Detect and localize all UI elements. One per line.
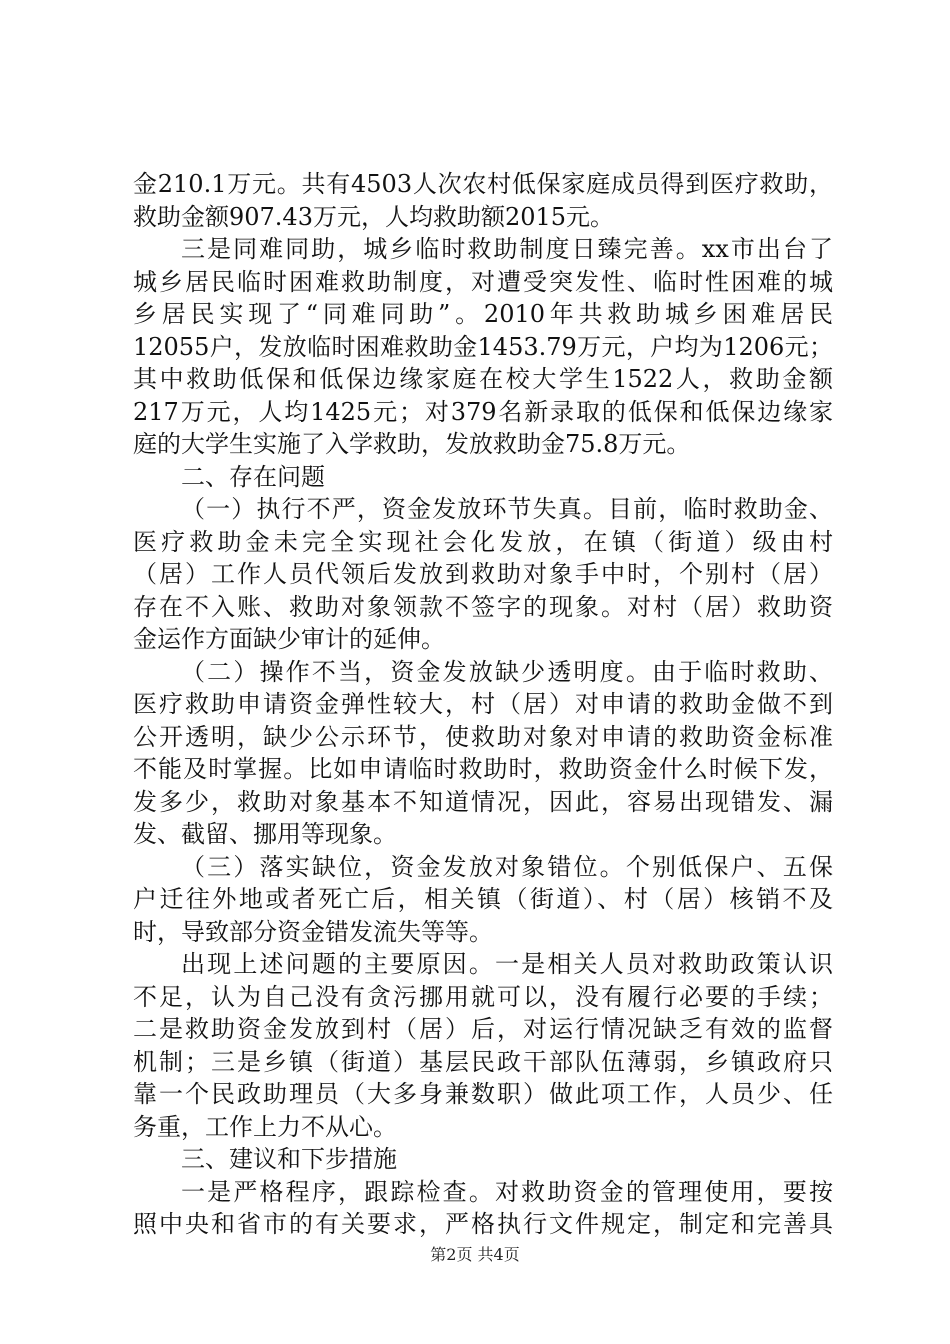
text-line: 12055户，发放临时困难救助金1453.79万元，户均为1206元；	[133, 332, 833, 361]
text-line: 照中央和省市的有关要求，严格执行文件规定，制定和完善具	[133, 1210, 833, 1238]
text-line: 医疗救助金未完全实现社会化发放，在镇（街道）级由村	[133, 527, 833, 556]
text-line: 时，导致部分资金错发流失等等。	[133, 917, 493, 946]
text-line: 存在不入账、救助对象领款不签字的现象。对村（居）救助资	[133, 592, 833, 621]
text-line: 不能及时掌握。比如申请临时救助时，救助资金什么时候下发，	[133, 755, 833, 783]
text-line: 乡居民实现了“同难同助”。2010年共救助城乡困难居民	[133, 300, 833, 328]
text-line: （居）工作人员代领后发放到救助对象手中时，个别村（居）	[133, 560, 833, 588]
text-line: 医疗救助申请资金弹性较大，村（居）对申请的救助金做不到	[133, 690, 833, 718]
text-line: （二）操作不当，资金发放缺少透明度。由于临时救助、	[181, 657, 833, 686]
text-line: 三是同难同助，城乡临时救助制度日臻完善。xx市出台了	[181, 235, 833, 263]
document-body	[133, 168, 833, 1241]
text-line: 金210.1万元。共有4503人次农村低保家庭成员得到医疗救助，	[133, 170, 833, 198]
text-line: 靠一个民政助理员（大多身兼数职）做此项工作，人员少、任	[133, 1080, 833, 1108]
text-line: 救助金额907.43万元，人均救助额2015元。	[133, 202, 615, 231]
text-line: 公开透明，缺少公示环节，使救助对象对申请的救助资金标准	[133, 722, 833, 751]
text-line: （三）落实缺位，资金发放对象错位。个别低保户、五保	[181, 852, 833, 881]
text-line: 二是救助资金发放到村（居）后，对运行情况缺乏有效的监督	[133, 1015, 833, 1043]
text-line: 出现上述问题的主要原因。一是相关人员对救助政策认识	[181, 950, 833, 978]
text-line: 二、存在问题	[181, 462, 325, 491]
text-line: 三、建议和下步措施	[181, 1145, 397, 1173]
text-line: 庭的大学生实施了入学救助，发放救助金75.8万元。	[133, 430, 691, 458]
page-number: 第2页 共4页	[430, 1245, 520, 1264]
text-line: 发、截留、挪用等现象。	[133, 820, 397, 848]
text-line: 城乡居民临时困难救助制度，对遭受突发性、临时性困难的城	[133, 267, 833, 296]
text-line: 217万元，人均1425元；对379名新录取的低保和低保边缘家	[133, 397, 833, 426]
text-line: （一）执行不严，资金发放环节失真。目前，临时救助金、	[181, 495, 833, 523]
text-line: 金运作方面缺少审计的延伸。	[133, 625, 445, 653]
text-line: 其中救助低保和低保边缘家庭在校大学生1522人，救助金额	[133, 365, 833, 393]
text-line: 务重，工作上力不从心。	[133, 1112, 397, 1141]
text-line: 机制；三是乡镇（街道）基层民政干部队伍薄弱，乡镇政府只	[133, 1047, 833, 1076]
text-line: 户迁往外地或者死亡后，相关镇（街道）、村（居）核销不及	[133, 885, 833, 913]
page-footer	[0, 1242, 950, 1265]
text-line: 一是严格程序，跟踪检查。对救助资金的管理使用，要按	[181, 1177, 833, 1206]
text-line: 不足，认为自己没有贪污挪用就可以，没有履行必要的手续；	[133, 982, 833, 1011]
text-line: 发多少，救助对象基本不知道情况，因此，容易出现错发、漏	[133, 787, 833, 816]
